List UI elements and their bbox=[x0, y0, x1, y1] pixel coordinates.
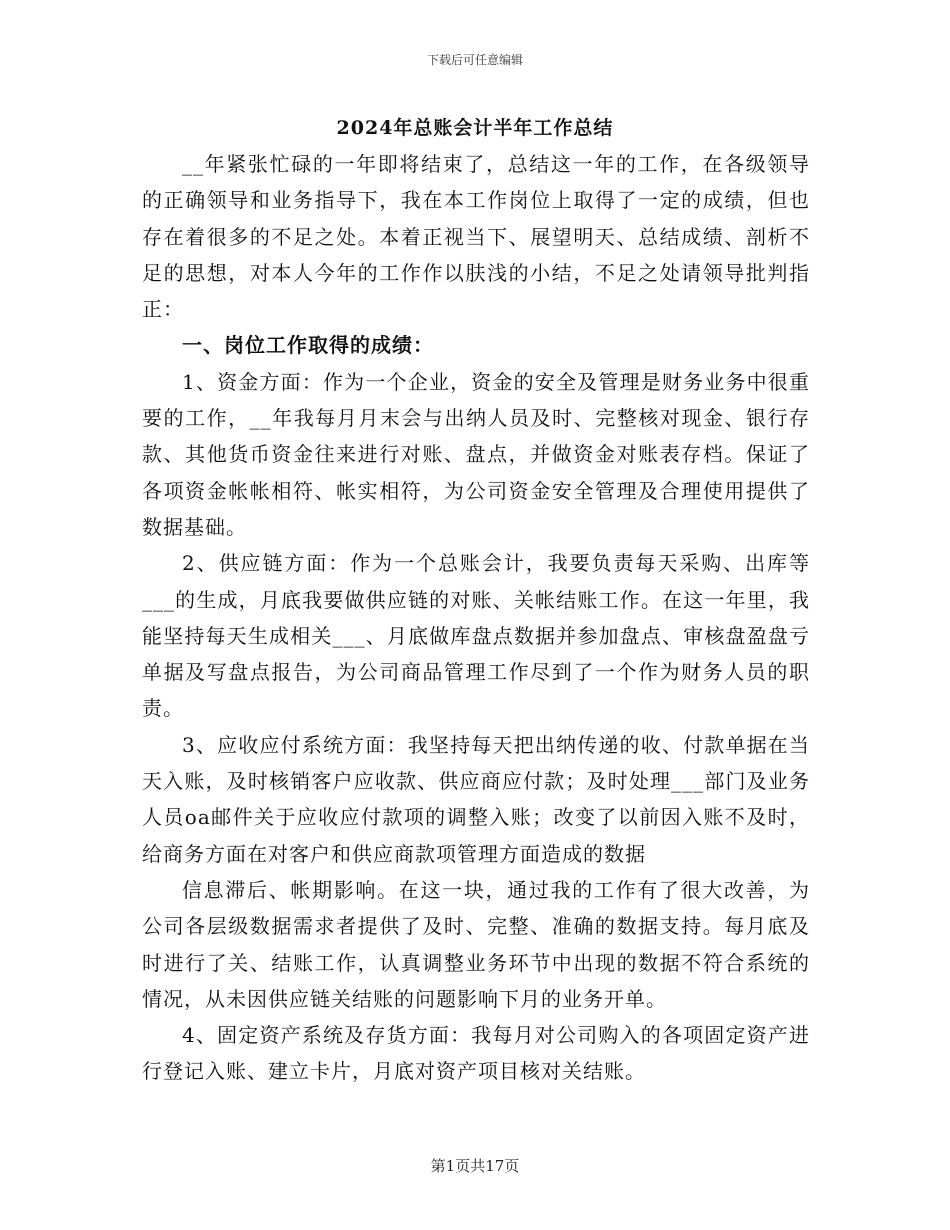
paragraph-receivables-payables: 3、应收应付系统方面：我坚持每天把出纳传递的收、付款单据在当天入账，及时核销客户应收款、供应商应付款；及时处理___部门及业务人员oa邮件关于应收应付款项的调整入账；改变了以前因入账不及时，给商务方面在对客户和供应商款项管理方面造成的数据 bbox=[142, 732, 810, 866]
paragraph-funds: 1、资金方面：作为一个企业，资金的安全及管理是财务业务中很重要的工作，__年我每月月末会与出纳人员及时、完整核对现金、银行存款、其他货币资金往来进行对账、盘点，并做资金对账表存档。保证了各项资金帐帐相符、帐实相符，为公司资金安全管理及合理使用提供了数据基础。 bbox=[142, 369, 810, 539]
paragraph-receivables-continued: 信息滞后、帐期影响。在这一块，通过我的工作有了很大改善，为公司各层级数据需求者提供了及时、完整、准确的数据支持。每月底及时进行了关、结账工作，认真调整业务环节中出现的数据不符合系统的情况，从未因供应链关结账的问题影响下月的业务开单。 bbox=[142, 877, 810, 1011]
page-number: 第1页共17页 bbox=[430, 1157, 520, 1175]
paragraph-supply-chain: 2、供应链方面：作为一个总账会计，我要负责每天采购、出库等___的生成，月底我要做供应链的对账、关帐结账工作。在这一年里，我能坚持每天生成相关___、月底做库盘点数据并参加盘点、审核盘盈盘亏单据及写盘点报告，为公司商品管理工作尽到了一个作为财务人员的职责。 bbox=[142, 551, 810, 721]
page-header-note: 下载后可任意编辑 bbox=[426, 53, 523, 67]
document-title: 2024年总账会计半年工作总结 bbox=[336, 117, 614, 139]
paragraph-fixed-assets: 4、固定资产系统及存货方面：我每月对公司购入的各项固定资产进行登记入账、建立卡片，月底对资产项目核对关结账。 bbox=[142, 1023, 810, 1084]
section-heading-achievements: 一、岗位工作取得的成绩： bbox=[182, 333, 434, 358]
paragraph-intro: __年紧张忙碌的一年即将结束了，总结这一年的工作，在各级领导的正确领导和业务指导下，我在本工作岗位上取得了一定的成绩，但也存在着很多的不足之处。本着正视当下、展望明天、总结成绩、剖析不足的思想，对本人今年的工作作以肤浅的小结，不足之处请领导批判指正： bbox=[142, 152, 810, 322]
document-body bbox=[142, 146, 810, 1090]
